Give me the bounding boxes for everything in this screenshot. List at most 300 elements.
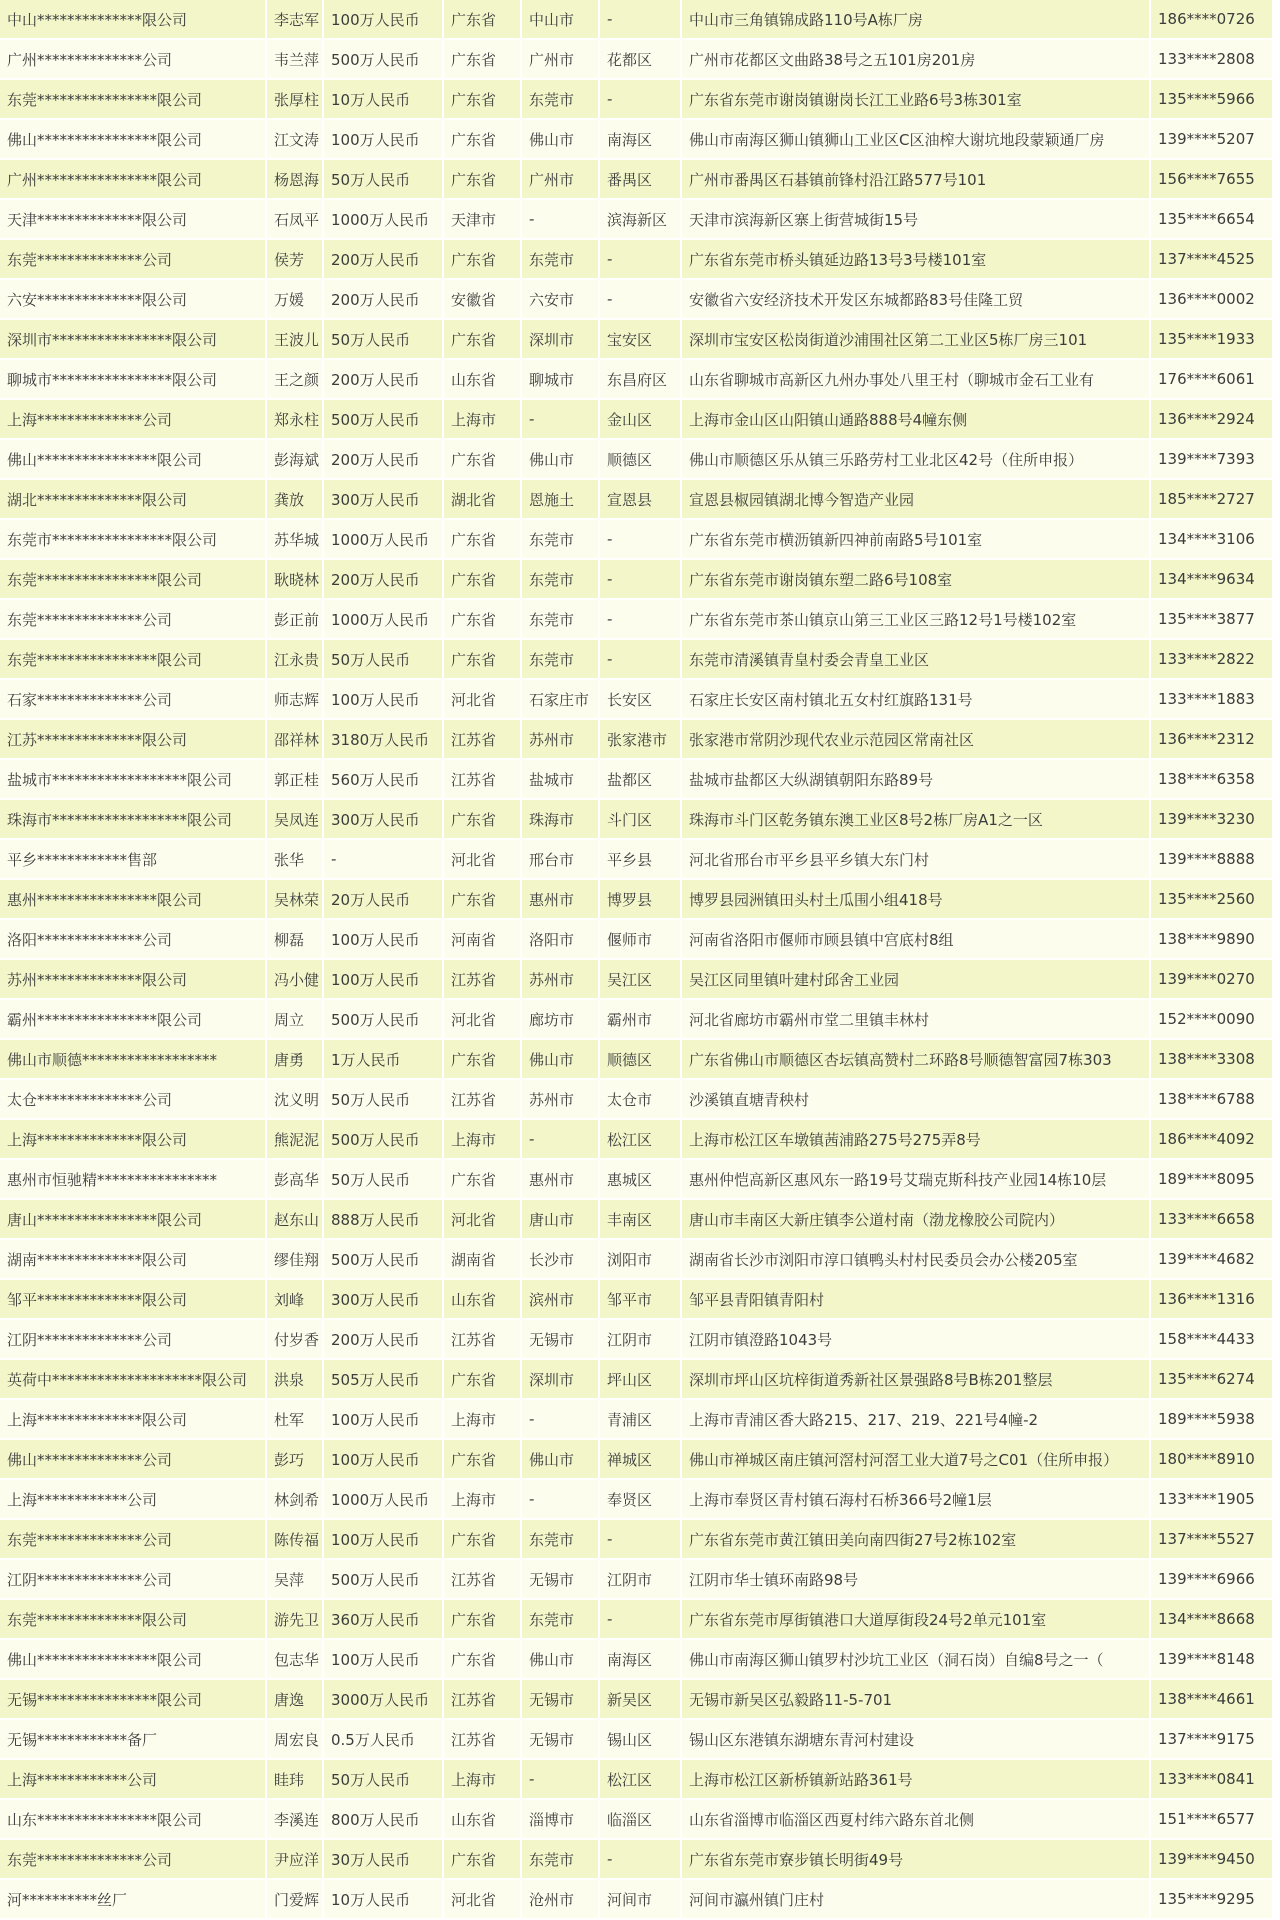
legal-rep-cell: 吴林荣 [267,880,324,920]
company-name-cell: 东莞**************公司 [0,1520,267,1560]
legal-rep-cell: 耿晓林 [267,560,324,600]
district-cell: - [600,240,682,280]
district-cell: 顺德区 [600,1040,682,1080]
district-cell: 宝安区 [600,320,682,360]
phone-cell: 133****2808 [1151,40,1274,80]
phone-cell: 139****4682 [1151,1240,1274,1280]
legal-rep-cell: 柳磊 [267,920,324,960]
district-cell: 太仓市 [600,1080,682,1120]
legal-rep-cell: 门爱辉 [267,1880,324,1920]
table-row [0,280,1274,320]
registered-capital-cell: 50万人民币 [324,640,444,680]
address-cell: 广东省东莞市谢岗镇谢岗长江工业路6号3栋301室 [682,80,1151,120]
province-cell: 上海市 [444,1760,522,1800]
registered-capital-cell: 100万人民币 [324,0,444,40]
table-row [0,920,1274,960]
legal-rep-cell: 彭海斌 [267,440,324,480]
legal-rep-cell: 彭正前 [267,600,324,640]
phone-cell: 136****1316 [1151,1280,1274,1320]
registered-capital-cell: 1000万人民币 [324,1480,444,1520]
address-cell: 深圳市宝安区松岗街道沙浦围社区第二工业区5栋厂房三101 [682,320,1151,360]
legal-rep-cell: 彭巧 [267,1440,324,1480]
company-name-cell: 上海************公司 [0,1480,267,1520]
legal-rep-cell: 缪佳翔 [267,1240,324,1280]
legal-rep-cell: 尹应洋 [267,1840,324,1880]
province-cell: 广东省 [444,240,522,280]
company-name-cell: 上海************公司 [0,1760,267,1800]
phone-cell: 138****6358 [1151,760,1274,800]
phone-cell: 133****6658 [1151,1200,1274,1240]
city-cell: 盐城市 [522,760,600,800]
legal-rep-cell: 周宏良 [267,1720,324,1760]
address-cell: 广东省东莞市厚街镇港口大道厚街段24号2单元101室 [682,1600,1151,1640]
phone-cell: 139****3230 [1151,800,1274,840]
district-cell: - [600,560,682,600]
city-cell: - [522,200,600,240]
legal-rep-cell: 洪泉 [267,1360,324,1400]
company-name-cell: 江苏**************限公司 [0,720,267,760]
province-cell: 广东省 [444,1360,522,1400]
company-name-cell: 佛山市顺德****************** [0,1040,267,1080]
table-row [0,1160,1274,1200]
table-row [0,800,1274,840]
company-name-cell: 佛山**************公司 [0,1440,267,1480]
table-row [0,1640,1274,1680]
address-cell: 中山市三角镇锦成路110号A栋厂房 [682,0,1151,40]
city-cell: 无锡市 [522,1720,600,1760]
city-cell: - [522,1400,600,1440]
phone-cell: 134****9634 [1151,560,1274,600]
table-row [0,1560,1274,1600]
city-cell: 唐山市 [522,1200,600,1240]
city-cell: 苏州市 [522,720,600,760]
registered-capital-cell: 1万人民币 [324,1040,444,1080]
district-cell: - [600,0,682,40]
address-cell: 河南省洛阳市偃师市顾县镇中宫底村8组 [682,920,1151,960]
company-name-cell: 太仓**************公司 [0,1080,267,1120]
address-cell: 天津市滨海新区寨上街营城街15号 [682,200,1151,240]
address-cell: 沙溪镇直塘青秧村 [682,1080,1151,1120]
phone-cell: 189****5938 [1151,1400,1274,1440]
registered-capital-cell: 100万人民币 [324,1640,444,1680]
company-name-cell: 东莞****************限公司 [0,560,267,600]
table-row [0,360,1274,400]
registered-capital-cell: 30万人民币 [324,1840,444,1880]
city-cell: 广州市 [522,40,600,80]
district-cell: - [600,1520,682,1560]
table-row [0,1120,1274,1160]
district-cell: 江阴市 [600,1560,682,1600]
address-cell: 锡山区东港镇东湖塘东青河村建设 [682,1720,1151,1760]
registered-capital-cell: 0.5万人民币 [324,1720,444,1760]
registered-capital-cell: 3000万人民币 [324,1680,444,1720]
province-cell: 河北省 [444,680,522,720]
province-cell: 广东省 [444,1640,522,1680]
address-cell: 河间市瀛州镇门庄村 [682,1880,1151,1920]
table-row [0,1800,1274,1840]
legal-rep-cell: 唐逸 [267,1680,324,1720]
city-cell: 佛山市 [522,1040,600,1080]
province-cell: 江苏省 [444,1320,522,1360]
registered-capital-cell: 505万人民币 [324,1360,444,1400]
company-name-cell: 河**********丝厂 [0,1880,267,1920]
phone-cell: 137****4525 [1151,240,1274,280]
company-name-cell: 深圳市****************限公司 [0,320,267,360]
phone-cell: 136****2924 [1151,400,1274,440]
table-row [0,1480,1274,1520]
province-cell: 山东省 [444,1280,522,1320]
registered-capital-cell: 500万人民币 [324,1000,444,1040]
registered-capital-cell: 100万人民币 [324,920,444,960]
province-cell: 河北省 [444,1000,522,1040]
district-cell: 惠城区 [600,1160,682,1200]
table-row [0,1280,1274,1320]
legal-rep-cell: 侯芳 [267,240,324,280]
table-row [0,1840,1274,1880]
legal-rep-cell: 唐勇 [267,1040,324,1080]
address-cell: 广东省东莞市茶山镇京山第三工业区三路12号1号楼102室 [682,600,1151,640]
address-cell: 佛山市顺德区乐从镇三乐路劳村工业北区42号（住所申报） [682,440,1151,480]
city-cell: 东莞市 [522,240,600,280]
company-name-cell: 东莞**************公司 [0,240,267,280]
registered-capital-cell: 500万人民币 [324,1560,444,1600]
table-row [0,40,1274,80]
company-name-cell: 聊城市****************限公司 [0,360,267,400]
province-cell: 广东省 [444,320,522,360]
city-cell: 恩施土 [522,480,600,520]
company-name-cell: 无锡****************限公司 [0,1680,267,1720]
district-cell: 丰南区 [600,1200,682,1240]
province-cell: 广东省 [444,520,522,560]
phone-cell: 135****1933 [1151,320,1274,360]
company-name-cell: 佛山****************限公司 [0,120,267,160]
phone-cell: 135****3877 [1151,600,1274,640]
registered-capital-cell: 100万人民币 [324,1400,444,1440]
province-cell: 河南省 [444,920,522,960]
city-cell: 苏州市 [522,960,600,1000]
province-cell: 江苏省 [444,1680,522,1720]
phone-cell: 138****6788 [1151,1080,1274,1120]
company-name-cell: 东莞****************限公司 [0,640,267,680]
address-cell: 山东省淄博市临淄区西夏村纬六路东首北侧 [682,1800,1151,1840]
table-row [0,1400,1274,1440]
phone-cell: 136****0002 [1151,280,1274,320]
province-cell: 湖南省 [444,1240,522,1280]
phone-cell: 176****6061 [1151,360,1274,400]
registered-capital-cell: 500万人民币 [324,400,444,440]
legal-rep-cell: 李志军 [267,0,324,40]
district-cell: 平乡县 [600,840,682,880]
province-cell: 江苏省 [444,760,522,800]
company-name-cell: 东莞**************公司 [0,600,267,640]
province-cell: 广东省 [444,880,522,920]
address-cell: 上海市松江区新桥镇新站路361号 [682,1760,1151,1800]
phone-cell: 135****2560 [1151,880,1274,920]
province-cell: 河北省 [444,1880,522,1920]
registered-capital-cell: 200万人民币 [324,560,444,600]
city-cell: 深圳市 [522,320,600,360]
table-row [0,1240,1274,1280]
district-cell: 偃师市 [600,920,682,960]
address-cell: 深圳市坪山区坑梓街道秀新社区景强路8号B栋201整层 [682,1360,1151,1400]
registered-capital-cell: 100万人民币 [324,960,444,1000]
phone-cell: 138****4661 [1151,1680,1274,1720]
legal-rep-cell: 邵祥林 [267,720,324,760]
phone-cell: 139****8148 [1151,1640,1274,1680]
company-name-cell: 上海**************限公司 [0,1120,267,1160]
legal-rep-cell: 苏华城 [267,520,324,560]
city-cell: 佛山市 [522,1440,600,1480]
company-name-cell: 惠州市恒驰精**************** [0,1160,267,1200]
district-cell: - [600,640,682,680]
company-name-cell: 珠海市******************限公司 [0,800,267,840]
district-cell: 长安区 [600,680,682,720]
district-cell: - [600,1840,682,1880]
district-cell: - [600,520,682,560]
address-cell: 上海市金山区山阳镇山通路888号4幢东侧 [682,400,1151,440]
legal-rep-cell: 王波儿 [267,320,324,360]
city-cell: - [522,1760,600,1800]
address-cell: 河北省廊坊市霸州市堂二里镇丰林村 [682,1000,1151,1040]
registered-capital-cell: 50万人民币 [324,1080,444,1120]
city-cell: 淄博市 [522,1800,600,1840]
legal-rep-cell: 陈传福 [267,1520,324,1560]
table-row [0,1040,1274,1080]
city-cell: 广州市 [522,160,600,200]
province-cell: 山东省 [444,360,522,400]
city-cell: - [522,1480,600,1520]
province-cell: 广东省 [444,160,522,200]
table-row [0,320,1274,360]
registered-capital-cell: 300万人民币 [324,480,444,520]
address-cell: 东莞市清溪镇青皇村委会青皇工业区 [682,640,1151,680]
legal-rep-cell: 周立 [267,1000,324,1040]
address-cell: 湖南省长沙市浏阳市淳口镇鸭头村村民委员会办公楼205室 [682,1240,1151,1280]
registered-capital-cell: 200万人民币 [324,360,444,400]
district-cell: 张家港市 [600,720,682,760]
table-row [0,480,1274,520]
legal-rep-cell: 万媛 [267,280,324,320]
company-name-cell: 上海**************限公司 [0,1400,267,1440]
legal-rep-cell: 张华 [267,840,324,880]
registered-capital-cell: 3180万人民币 [324,720,444,760]
province-cell: 上海市 [444,1400,522,1440]
district-cell: - [600,1600,682,1640]
district-cell: 松江区 [600,1120,682,1160]
city-cell: 东莞市 [522,1600,600,1640]
company-name-cell: 东莞市****************限公司 [0,520,267,560]
table-row [0,1200,1274,1240]
province-cell: 河北省 [444,1200,522,1240]
phone-cell: 139****8888 [1151,840,1274,880]
district-cell: 滨海新区 [600,200,682,240]
registered-capital-cell: 10万人民币 [324,1880,444,1920]
province-cell: 广东省 [444,1520,522,1560]
company-name-cell: 江阴**************公司 [0,1560,267,1600]
phone-cell: 135****6274 [1151,1360,1274,1400]
phone-cell: 134****3106 [1151,520,1274,560]
company-name-cell: 佛山****************限公司 [0,1640,267,1680]
district-cell: 盐都区 [600,760,682,800]
phone-cell: 139****6966 [1151,1560,1274,1600]
city-cell: 佛山市 [522,1640,600,1680]
province-cell: 广东省 [444,1840,522,1880]
address-cell: 上海市奉贤区青村镇石海村石桥366号2幢1层 [682,1480,1151,1520]
district-cell: 番禺区 [600,160,682,200]
city-cell: 东莞市 [522,1840,600,1880]
table-row [0,1600,1274,1640]
phone-cell: 139****0270 [1151,960,1274,1000]
city-cell: - [522,1120,600,1160]
legal-rep-cell: 赵东山 [267,1200,324,1240]
company-name-cell: 唐山****************限公司 [0,1200,267,1240]
registered-capital-cell: 200万人民币 [324,280,444,320]
phone-cell: 137****9175 [1151,1720,1274,1760]
registered-capital-cell: 500万人民币 [324,1240,444,1280]
company-name-cell: 湖北**************限公司 [0,480,267,520]
district-cell: - [600,80,682,120]
legal-rep-cell: 包志华 [267,1640,324,1680]
province-cell: 江苏省 [444,1080,522,1120]
province-cell: 广东省 [444,600,522,640]
registered-capital-cell: 10万人民币 [324,80,444,120]
legal-rep-cell: 王之颜 [267,360,324,400]
address-cell: 佛山市南海区狮山镇狮山工业区C区油榨大谢坑地段蒙颖通厂房 [682,120,1151,160]
registered-capital-cell: 300万人民币 [324,1280,444,1320]
company-name-cell: 霸州****************限公司 [0,1000,267,1040]
address-cell: 无锡市新吴区弘毅路11-5-701 [682,1680,1151,1720]
company-name-cell: 江阴**************公司 [0,1320,267,1360]
legal-rep-cell: 付岁香 [267,1320,324,1360]
legal-rep-cell: 沈义明 [267,1080,324,1120]
address-cell: 广东省东莞市横沥镇新四神前南路5号101室 [682,520,1151,560]
registered-capital-cell: 800万人民币 [324,1800,444,1840]
legal-rep-cell: 吴凤连 [267,800,324,840]
phone-cell: 189****8095 [1151,1160,1274,1200]
city-cell: 无锡市 [522,1320,600,1360]
legal-rep-cell: 江永贵 [267,640,324,680]
table-row [0,160,1274,200]
table-row [0,720,1274,760]
phone-cell: 133****1883 [1151,680,1274,720]
district-cell: 河间市 [600,1880,682,1920]
legal-rep-cell: 韦兰萍 [267,40,324,80]
table-row [0,120,1274,160]
company-name-cell: 无锡************备厂 [0,1720,267,1760]
table-row [0,1080,1274,1120]
registered-capital-cell: 560万人民币 [324,760,444,800]
phone-cell: 180****8910 [1151,1440,1274,1480]
phone-cell: 152****0090 [1151,1000,1274,1040]
province-cell: 江苏省 [444,1720,522,1760]
province-cell: 广东省 [444,440,522,480]
registered-capital-cell: 200万人民币 [324,1320,444,1360]
registered-capital-cell: 20万人民币 [324,880,444,920]
district-cell: 坪山区 [600,1360,682,1400]
phone-cell: 133****1905 [1151,1480,1274,1520]
address-cell: 惠州仲恺高新区惠风东一路19号艾瑞克斯科技产业园14栋10层 [682,1160,1151,1200]
company-name-cell: 东莞****************限公司 [0,80,267,120]
phone-cell: 137****5527 [1151,1520,1274,1560]
district-cell: 江阴市 [600,1320,682,1360]
registered-capital-cell: - [324,840,444,880]
registered-capital-cell: 50万人民币 [324,1160,444,1200]
company-name-cell: 惠州****************限公司 [0,880,267,920]
city-cell: 东莞市 [522,520,600,560]
phone-cell: 156****7655 [1151,160,1274,200]
table-row [0,1320,1274,1360]
registered-capital-cell: 200万人民币 [324,240,444,280]
province-cell: 江苏省 [444,720,522,760]
address-cell: 上海市松江区车墩镇茜浦路275号275弄8号 [682,1120,1151,1160]
legal-rep-cell: 游先卫 [267,1600,324,1640]
city-cell: 佛山市 [522,440,600,480]
province-cell: 广东省 [444,1160,522,1200]
city-cell: - [522,400,600,440]
province-cell: 广东省 [444,560,522,600]
district-cell: 顺德区 [600,440,682,480]
province-cell: 广东省 [444,640,522,680]
address-cell: 石家庄长安区南村镇北五女村红旗路131号 [682,680,1151,720]
city-cell: 六安市 [522,280,600,320]
province-cell: 广东省 [444,800,522,840]
address-cell: 佛山市南海区狮山镇罗村沙坑工业区（洞石岗）自编8号之一（ [682,1640,1151,1680]
district-cell: 松江区 [600,1760,682,1800]
table-row [0,1000,1274,1040]
district-cell: 邹平市 [600,1280,682,1320]
legal-rep-cell: 林剑希 [267,1480,324,1520]
district-cell: 浏阳市 [600,1240,682,1280]
legal-rep-cell: 杜军 [267,1400,324,1440]
table-row [0,600,1274,640]
address-cell: 广州市番禺区石碁镇前锋村沿江路577号101 [682,160,1151,200]
city-cell: 沧州市 [522,1880,600,1920]
province-cell: 河北省 [444,840,522,880]
city-cell: 东莞市 [522,80,600,120]
address-cell: 唐山市丰南区大新庄镇李公道村南（渤龙橡胶公司院内） [682,1200,1151,1240]
table-row [0,400,1274,440]
province-cell: 上海市 [444,1120,522,1160]
province-cell: 上海市 [444,400,522,440]
province-cell: 湖北省 [444,480,522,520]
address-cell: 江阴市华士镇环南路98号 [682,1560,1151,1600]
phone-cell: 135****9295 [1151,1880,1274,1920]
registered-capital-cell: 50万人民币 [324,160,444,200]
phone-cell: 139****9450 [1151,1840,1274,1880]
table-row [0,1440,1274,1480]
address-cell: 上海市青浦区香大路215、217、219、221号4幢-2 [682,1400,1151,1440]
address-cell: 广东省东莞市寮步镇长明街49号 [682,1840,1151,1880]
registered-capital-cell: 100万人民币 [324,1520,444,1560]
city-cell: 珠海市 [522,800,600,840]
address-cell: 珠海市斗门区乾务镇东澳工业区8号2栋厂房A1之一区 [682,800,1151,840]
legal-rep-cell: 眭玮 [267,1760,324,1800]
company-name-cell: 天津**************限公司 [0,200,267,240]
district-cell: 花都区 [600,40,682,80]
legal-rep-cell: 龚放 [267,480,324,520]
district-cell: 奉贤区 [600,1480,682,1520]
city-cell: 邢台市 [522,840,600,880]
province-cell: 江苏省 [444,1560,522,1600]
address-cell: 博罗县园洲镇田头村土瓜围小组418号 [682,880,1151,920]
registered-capital-cell: 100万人民币 [324,680,444,720]
address-cell: 张家港市常阴沙现代农业示范园区常南社区 [682,720,1151,760]
legal-rep-cell: 李溪连 [267,1800,324,1840]
city-cell: 廊坊市 [522,1000,600,1040]
phone-cell: 185****2727 [1151,480,1274,520]
address-cell: 佛山市禅城区南庄镇河滘村河滘工业大道7号之C01（住所申报） [682,1440,1151,1480]
company-name-cell: 洛阳**************公司 [0,920,267,960]
